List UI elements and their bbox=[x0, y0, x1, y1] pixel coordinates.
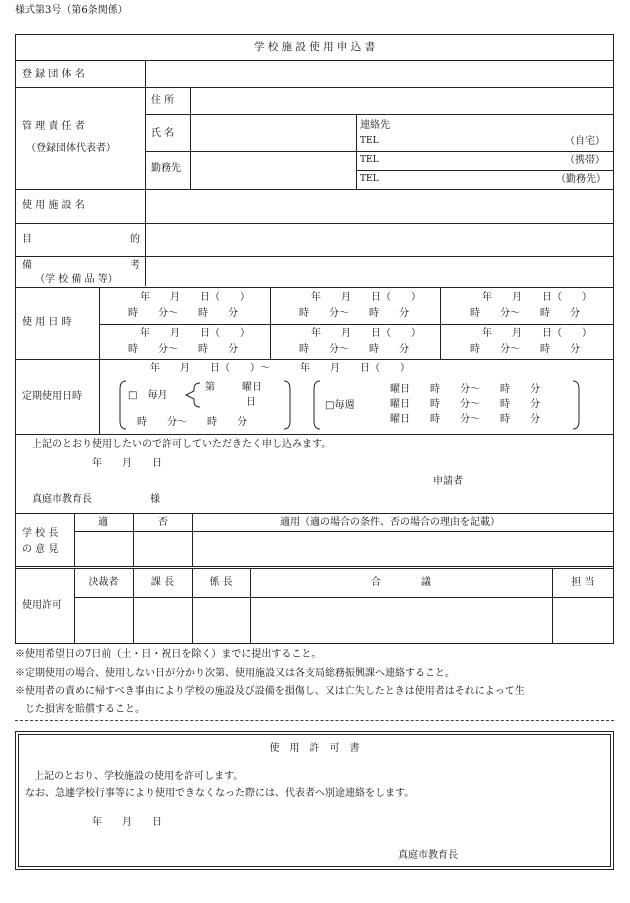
addressee: 真庭市教育長 bbox=[32, 494, 92, 505]
permit-label: 使用許可 bbox=[22, 600, 62, 611]
weekly-line-1[interactable]: 曜日 時 分～ 時 分 bbox=[390, 384, 540, 395]
use-date-4[interactable]: 年 月 日（ ） bbox=[140, 328, 250, 339]
tel-work-label: TEL bbox=[360, 174, 379, 184]
use-date-1[interactable]: 年 月 日（ ） bbox=[140, 292, 250, 303]
permit-issuer: 真庭市教育長 bbox=[398, 850, 458, 861]
remarks-sublabel: （学 校 備 品 等） bbox=[35, 274, 118, 285]
subsection-chief-stamp-cell[interactable] bbox=[193, 598, 249, 643]
group-name-field[interactable] bbox=[146, 61, 613, 86]
principal-label-1: 学 校 長 bbox=[22, 528, 59, 539]
person-in-charge-stamp-cell[interactable] bbox=[553, 598, 613, 643]
manager-label: 管 理 責 任 者 bbox=[22, 121, 85, 132]
permit-title: 使 用 許 可 書 bbox=[269, 743, 360, 754]
name-label: 氏 名 bbox=[151, 128, 175, 139]
applicant-label: 申請者 bbox=[433, 476, 463, 487]
tel-mobile-suffix: （携帯） bbox=[565, 155, 605, 166]
section-chief-stamp-cell[interactable] bbox=[134, 598, 191, 643]
weekly-line-3[interactable]: 曜日 時 分～ 時 分 bbox=[390, 414, 540, 425]
tel-mobile-label: TEL bbox=[360, 155, 379, 165]
contact-label: 連絡先 bbox=[360, 120, 390, 131]
note-4: じた損害を賠償すること。 bbox=[25, 704, 145, 715]
principal-label-2: の 意 見 bbox=[22, 544, 59, 555]
person-in-charge-col: 担 当 bbox=[571, 577, 595, 588]
consultation-col: 合 議 bbox=[371, 577, 431, 588]
permit-line-1: 上記のとおり、学校施設の使用を許可します。 bbox=[34, 771, 244, 782]
use-time-1[interactable]: 時 分～ 時 分 bbox=[128, 308, 238, 319]
cut-line bbox=[15, 720, 614, 721]
purpose-field[interactable] bbox=[146, 224, 613, 255]
use-time-4[interactable]: 時 分～ 時 分 bbox=[128, 344, 238, 355]
use-date-2[interactable]: 年 月 日（ ） bbox=[311, 292, 421, 303]
use-date-label: 使 用 日 時 bbox=[22, 317, 72, 328]
remarks-label-left: 備 bbox=[22, 260, 32, 271]
principal-ok-cell[interactable] bbox=[75, 532, 132, 565]
note-2: ※定期使用の場合、使用しない日が分かり次第、使用施設又は各支局総務振興課へ連絡すること。 bbox=[15, 668, 455, 679]
use-time-6[interactable]: 時 分～ 時 分 bbox=[470, 344, 580, 355]
section-chief-col: 課 長 bbox=[150, 577, 175, 588]
facility-label: 使 用 施 設 名 bbox=[22, 200, 85, 211]
use-time-2[interactable]: 時 分～ 時 分 bbox=[299, 308, 409, 319]
use-date-3[interactable]: 年 月 日（ ） bbox=[482, 292, 592, 303]
note-3: ※使用者の責めに帰すべき事由により学校の施設及び設備を損傷し、又は亡失したときは使用者はそれによって生 bbox=[15, 686, 525, 697]
monthly-dai: 第 bbox=[205, 382, 215, 393]
use-date-6[interactable]: 年 月 日（ ） bbox=[482, 328, 592, 339]
tel-work-suffix: （勤務先） bbox=[556, 174, 606, 185]
weekly-checkbox[interactable]: □毎週 bbox=[325, 400, 355, 411]
address-field[interactable] bbox=[191, 88, 613, 114]
tel-home-suffix: （自宅） bbox=[565, 136, 605, 147]
consultation-stamp-cell[interactable] bbox=[251, 598, 551, 643]
principal-col-no: 否 bbox=[158, 517, 168, 528]
subsection-chief-col: 係 長 bbox=[209, 577, 233, 588]
principal-col-ok: 適 bbox=[98, 517, 108, 528]
regular-use-label: 定期使用日時 bbox=[22, 391, 82, 402]
monthly-checkbox[interactable]: □ 毎月 bbox=[128, 390, 168, 401]
form-number: 様式第3号（第6条関係） bbox=[15, 5, 128, 16]
use-time-5[interactable]: 時 分～ 時 分 bbox=[299, 344, 409, 355]
monthly-youbi[interactable]: 曜日 bbox=[242, 382, 262, 393]
permit-line-2: なお、急遽学校行事等により使用できなくなった際には、代表者へ別途連絡をします。 bbox=[25, 788, 415, 799]
weekly-line-2[interactable]: 曜日 時 分～ 時 分 bbox=[390, 399, 540, 410]
principal-no-cell[interactable] bbox=[134, 532, 191, 565]
purpose-label-left: 目 bbox=[22, 234, 32, 245]
use-time-3[interactable]: 時 分～ 時 分 bbox=[470, 308, 580, 319]
workplace-field[interactable] bbox=[191, 152, 355, 188]
note-1: ※使用希望日の7日前（土・日・祝日を除く）までに提出すること。 bbox=[15, 649, 322, 660]
remarks-label-right: 考 bbox=[130, 260, 140, 271]
name-field[interactable] bbox=[191, 115, 355, 151]
facility-field[interactable] bbox=[146, 190, 613, 222]
manager-sublabel: （登録団体代表者） bbox=[26, 143, 116, 154]
principal-note-cell[interactable] bbox=[193, 532, 613, 565]
permit-date[interactable]: 年 月 日 bbox=[92, 817, 162, 828]
form-title: 学 校 施 設 使 用 申 込 書 bbox=[253, 41, 376, 53]
address-label: 住 所 bbox=[151, 95, 175, 106]
group-name-label: 登 録 団 体 名 bbox=[22, 69, 85, 80]
monthly-hi[interactable]: 日 bbox=[246, 397, 256, 408]
addressee-honorific: 様 bbox=[150, 494, 160, 505]
workplace-label: 勤務先 bbox=[151, 163, 181, 174]
use-date-5[interactable]: 年 月 日（ ） bbox=[311, 328, 421, 339]
request-date[interactable]: 年 月 日 bbox=[92, 458, 162, 469]
principal-col-note: 適用（適の場合の条件、否の場合の理由を記載） bbox=[280, 517, 500, 528]
tel-home-label: TEL bbox=[360, 136, 379, 146]
purpose-label-right: 的 bbox=[130, 234, 140, 245]
request-text: 上記のとおり使用したいので許可していただきたく申し込みます。 bbox=[32, 439, 332, 450]
approver-stamp-cell[interactable] bbox=[75, 598, 132, 643]
regular-range[interactable]: 年 月 日（ ）～ 年 月 日（ ） bbox=[150, 363, 410, 374]
approver-col: 決裁者 bbox=[88, 577, 119, 588]
remarks-field[interactable] bbox=[146, 257, 613, 286]
monthly-time[interactable]: 時 分～ 時 分 bbox=[137, 417, 247, 428]
